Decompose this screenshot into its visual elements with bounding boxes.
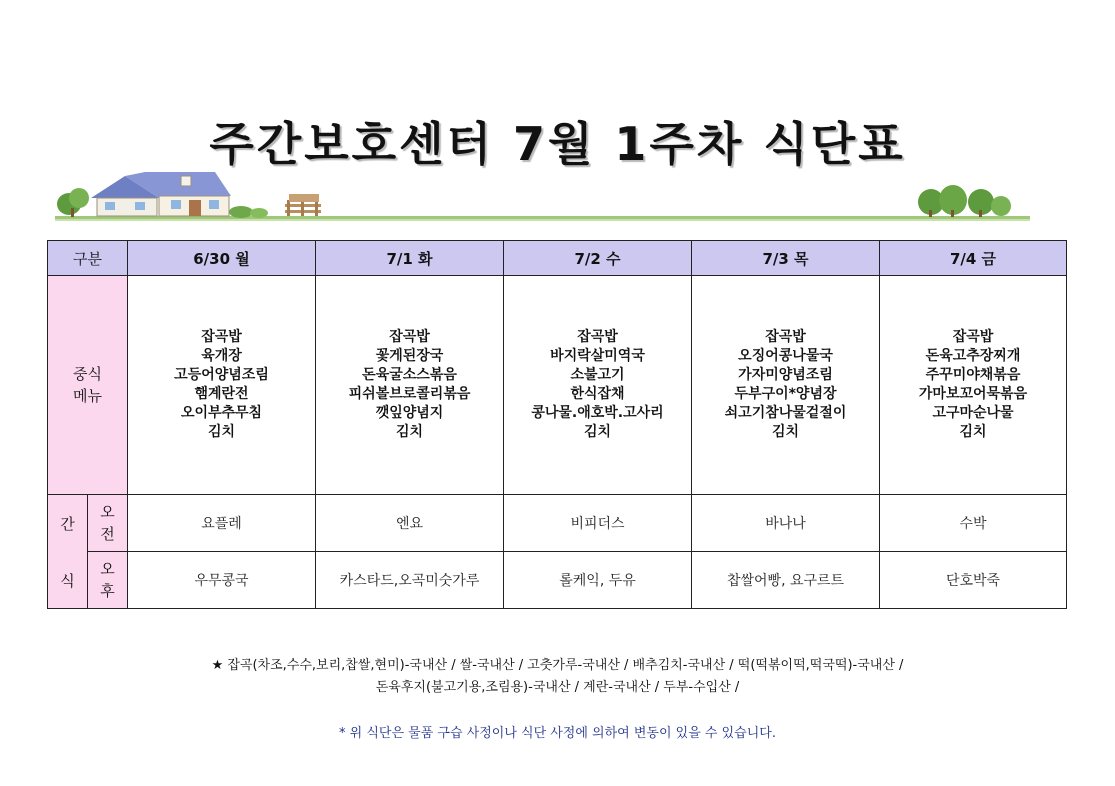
snack-pm-day-2: 롤케익, 두유 [504,552,692,609]
snack-pm-label [88,552,128,609]
menu-item: 잡곡밥 [577,329,618,345]
menu-item: 오징어콩나물국 [738,348,833,364]
lunch-row [48,276,1067,495]
snack-am-day-1: 엔요 [316,495,504,552]
menu-item: 가마보꼬어묵볶음 [918,386,1028,402]
menu-item: 바지락살미역국 [550,348,645,364]
snack-am-row [48,495,1067,552]
menu-item: 김치 [583,424,612,440]
snack-am-char2: 전 [100,525,115,543]
header-category: 구분 [48,241,128,276]
menu-item: 가자미양념조림 [738,367,833,383]
menu-item: 고등어양념조림 [174,367,269,383]
menu-item: 오이부추무침 [180,405,263,421]
snack-am-char1: 오 [100,503,115,521]
snack-pm-day-4: 단호박죽 [880,552,1067,609]
origin-note-line1: ★ 잡곡(차조,수수,보리,찹쌀,현미)-국내산 / 쌀-국내산 / 고춧가루-국내산 / 배추김치-국내산 / 떡(떡볶이떡,떡국떡)-국내산 / [211,658,904,673]
snack-pm-day-3: 찹쌀어빵, 요구르트 [692,552,880,609]
origin-note [0,655,1115,699]
menu-item: 꽃게된장국 [375,348,444,364]
menu-item: 돈육고추장찌개 [925,348,1021,364]
menu-item: 돈육굴소스볶음 [362,367,457,383]
menu-item: 한식잡채 [570,386,625,402]
menu-item: 주꾸미야채볶음 [925,367,1021,383]
menu-item: 잡곡밥 [201,329,242,345]
menu-item: 육개장 [201,348,242,364]
menu-item: 잡곡밥 [952,329,994,345]
origin-note-line2: 돈육후지(불고기용,조림용)-국내산 / 계란-국내산 / 두부-수입산 / [375,680,740,695]
page-title: 주간보호센터 7월 1주차 식단표 [209,117,906,171]
house-landscape-banner [55,170,1030,226]
change-notice: * 위 식단은 물품 구습 사정이나 식단 사정에 의하여 변동이 있을 수 있습니다. [339,726,776,741]
snack-am-day-4: 수박 [880,495,1067,552]
lunch-label-line1: 중식 [73,365,102,383]
menu-item: 김치 [771,424,800,440]
menu-item: 피쉬볼브로콜리볶음 [348,386,471,402]
header-day-3: 7/3 목 [692,241,880,276]
lunch-cell-day-1 [316,276,504,495]
menu-item: 김치 [395,424,424,440]
menu-item: 김치 [207,424,236,440]
lunch-cell-day-3 [692,276,880,495]
snack-pm-char1: 오 [100,560,115,578]
menu-item: 두부구이*양념장 [734,386,837,402]
menu-item: 햄계란전 [194,386,249,402]
snack-label-char2: 식 [60,571,75,590]
header-day-4: 7/4 금 [880,241,1067,276]
snack-pm-char2: 후 [100,582,115,600]
snack-label-char1: 간 [60,514,75,533]
snack-label [48,495,88,609]
snack-pm-day-0: 우무콩국 [128,552,316,609]
menu-item: 잡곡밥 [765,329,806,345]
lunch-label [48,276,128,495]
snack-pm-row [48,552,1067,609]
snack-am-day-2: 비피더스 [504,495,692,552]
snack-pm-day-1: 카스타드,오곡미숫가루 [316,552,504,609]
header-row [48,241,1067,276]
menu-item: 콩나물.애호박.고사리 [531,405,664,421]
menu-table [47,240,1067,609]
menu-item: 잡곡밥 [389,329,430,345]
header-day-1: 7/1 화 [316,241,504,276]
menu-item: 김치 [959,424,987,440]
lunch-cell-day-4 [880,276,1067,495]
lunch-cell-day-0 [128,276,316,495]
menu-item: 고구마순나물 [932,405,1014,421]
menu-item: 깻잎양념지 [375,405,444,421]
menu-item: 쇠고기참나물겉절이 [724,405,847,421]
menu-item: 소불고기 [570,367,625,383]
snack-am-label [88,495,128,552]
snack-am-day-3: 바나나 [692,495,880,552]
lunch-label-line2: 메뉴 [73,387,102,405]
header-day-2: 7/2 수 [504,241,692,276]
header-day-0: 6/30 월 [128,241,316,276]
lunch-cell-day-2 [504,276,692,495]
snack-am-day-0: 요플레 [128,495,316,552]
